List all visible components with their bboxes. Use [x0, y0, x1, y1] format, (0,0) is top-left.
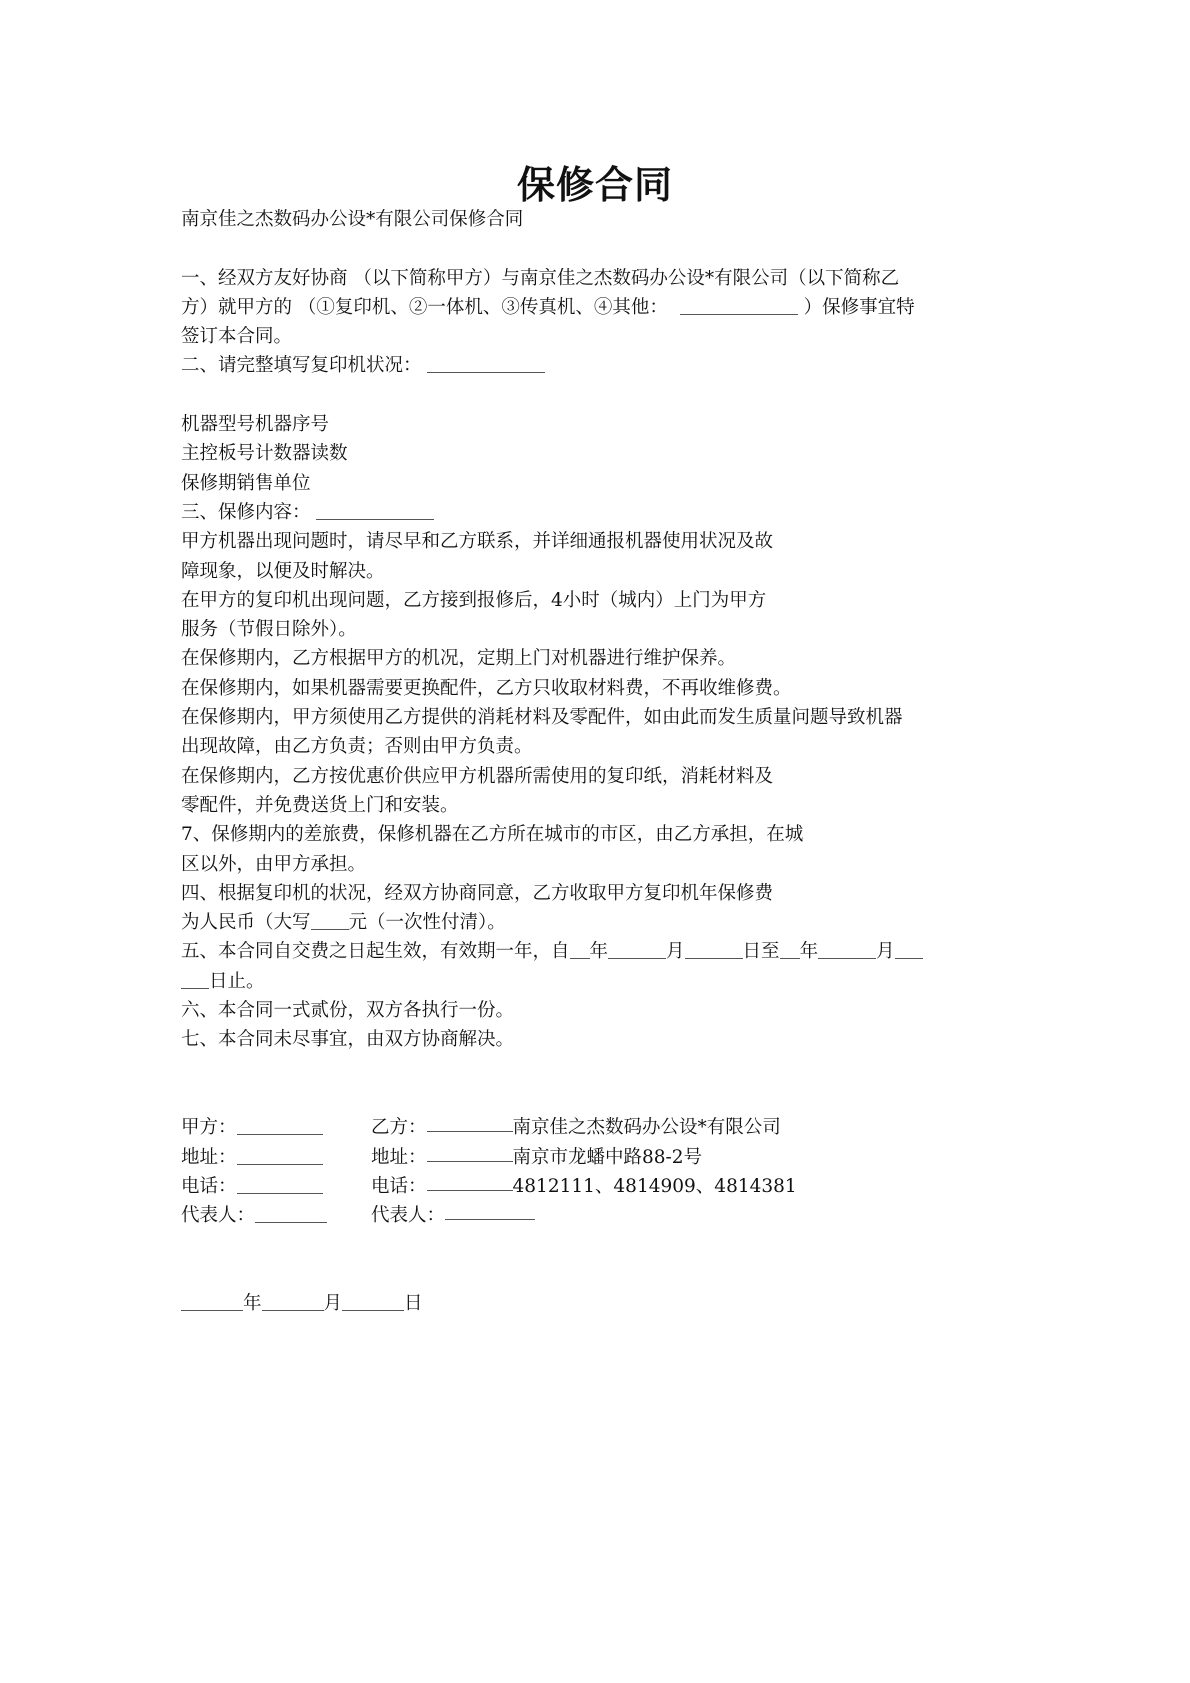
- signature-phone-row: 电话： 电话： 4812111、4814909、4814381: [181, 1172, 1021, 1201]
- document-body: [181, 205, 1021, 1318]
- copier-status-blank[interactable]: [427, 354, 545, 373]
- party-b-blank[interactable]: [427, 1113, 513, 1132]
- party-b-value: 南京佳之杰数码办公设*有限公司: [512, 1117, 781, 1139]
- subtitle: 南京佳之杰数码办公设*有限公司保修合同: [181, 209, 524, 230]
- warranty-content-blank[interactable]: [316, 501, 434, 520]
- start-year-blank[interactable]: [570, 940, 590, 959]
- phone-b-value: 4812111、4814909、4814381: [512, 1175, 797, 1197]
- rep-a-blank[interactable]: [255, 1204, 327, 1223]
- section5-line2: 日止。: [181, 967, 1021, 996]
- other-device-blank[interactable]: [680, 296, 798, 315]
- section1-line1: 一、经双方友好协商 （以下简称甲方）与南京佳之杰数码办公设*有限公司（以下简称乙: [181, 267, 900, 289]
- amount-blank[interactable]: [311, 911, 349, 930]
- section4-line2: 为人民币（大写 元（一次性付清）。: [181, 912, 506, 934]
- end-year-blank[interactable]: [780, 940, 800, 959]
- machine-info-line: 主控板号计数器读数: [181, 443, 348, 465]
- section3-line: 在保修期内，乙方根据甲方的机况，定期上门对机器进行维护保养。: [181, 648, 737, 670]
- section3-line: 服务（节假日除外）。: [181, 619, 357, 641]
- signing-date: 年 月 日: [181, 1289, 1021, 1318]
- section3-line: 障现象，以便及时解决。: [181, 560, 385, 582]
- rep-b-blank[interactable]: [445, 1201, 535, 1220]
- document-title: 保修合同: [516, 163, 673, 207]
- section3-line: 零配件，并免费送货上门和安装。: [181, 794, 459, 816]
- machine-info-line: 保修期销售单位: [181, 472, 311, 494]
- section5-line1: 五、本合同自交费之日起生效，有效期一年，自 年 月 日至 年 月: [181, 937, 1021, 966]
- section3-line: 在保修期内，如果机器需要更换配件，乙方只收取材料费，不再收维修费。: [181, 677, 792, 699]
- address-b-blank[interactable]: [427, 1143, 513, 1162]
- section4-line1: 四、根据复印机的状况，经双方协商同意，乙方收取甲方复印机年保修费: [181, 882, 774, 904]
- section2-heading: 二、请完整填写复印机状况：: [181, 351, 1021, 380]
- signature-address-row: 地址： 地址： 南京市龙蟠中路88-2号: [181, 1143, 1021, 1172]
- signature-party-row: 甲方： 乙方： 南京佳之杰数码办公设*有限公司: [181, 1113, 1021, 1142]
- section3-line: 甲方机器出现问题时，请尽早和乙方联系，并详细通报机器使用状况及故: [181, 531, 774, 553]
- phone-a-blank[interactable]: [237, 1175, 323, 1194]
- section3-heading: 三、保修内容：: [181, 498, 1021, 527]
- date-year-blank[interactable]: [181, 1292, 243, 1311]
- section3-line: 7、保修期内的差旅费，保修机器在乙方所在城市的市区，由乙方承担，在城: [181, 824, 804, 846]
- section3-line: 在甲方的复印机出现问题，乙方接到报修后，4小时（城内）上门为甲方: [181, 589, 767, 611]
- start-month-blank[interactable]: [608, 940, 666, 959]
- end-day-blank-part[interactable]: [895, 940, 923, 959]
- machine-info-line: 机器型号机器序号: [181, 414, 330, 436]
- section1-line2: 方）就甲方的 （①复印机、②一体机、③传真机、④其他： ）保修事宜特: [181, 296, 915, 318]
- phone-b-blank[interactable]: [427, 1172, 513, 1191]
- section3-line: 区以外，由甲方承担。: [181, 853, 367, 875]
- date-day-blank[interactable]: [342, 1292, 404, 1311]
- signature-rep-row: 代表人： 代表人：: [181, 1201, 1021, 1230]
- section3-line: 在保修期内，乙方按优惠价供应甲方机器所需使用的复印纸，消耗材料及: [181, 765, 774, 787]
- end-day-blank[interactable]: [181, 970, 209, 989]
- address-b-value: 南京市龙蟠中路88-2号: [512, 1146, 703, 1168]
- end-month-blank[interactable]: [818, 940, 876, 959]
- date-month-blank[interactable]: [262, 1292, 324, 1311]
- start-day-blank[interactable]: [685, 940, 743, 959]
- section1-line3: 签订本合同。: [181, 326, 293, 348]
- section3-line: 出现故障，由乙方负责；否则由甲方负责。: [181, 736, 533, 758]
- party-a-blank[interactable]: [237, 1116, 323, 1135]
- section6: 六、本合同一式贰份，双方各执行一份。: [181, 1000, 515, 1022]
- section3-line: 在保修期内，甲方须使用乙方提供的消耗材料及零配件，如由此而发生质量问题导致机器: [181, 707, 903, 729]
- section7: 七、本合同未尽事宜，由双方协商解决。: [181, 1029, 515, 1051]
- address-a-blank[interactable]: [237, 1146, 323, 1165]
